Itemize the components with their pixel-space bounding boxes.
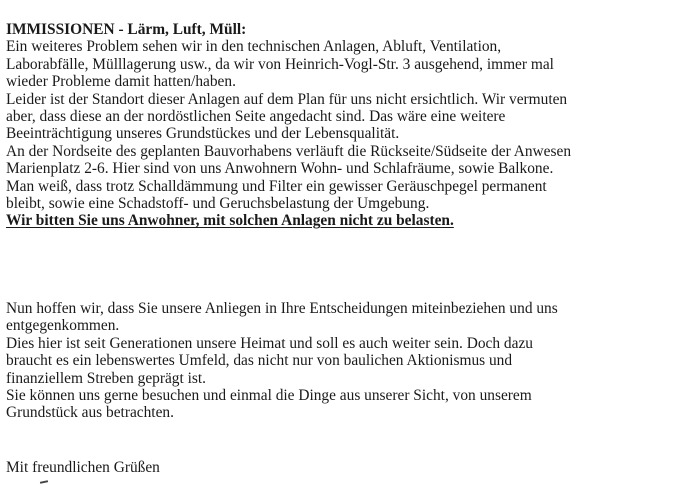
immissionen-section <box>6 21 674 230</box>
closing-paragraphs <box>6 300 674 422</box>
body-line: entgegenkommen. <box>6 317 120 335</box>
body-line: Man weiß, dass trotz Schalldämmung und Filter ein gewisser Geräuschpegel permanent <box>6 177 547 195</box>
salutation <box>6 459 674 476</box>
signature-stroke <box>40 480 48 484</box>
section-heading: IMMISSIONEN - Lärm, Luft, Müll: <box>6 21 247 38</box>
body-line: Dies hier ist seit Generationen unsere Heimat und soll es auch weiter sein. Doch dazu <box>6 334 533 352</box>
body-line: finanziellem Streben geprägt ist. <box>6 369 207 387</box>
body-line: An der Nordseite des geplanten Bauvorhabens verläuft die Rückseite/Südseite der Anwesen <box>6 142 572 160</box>
body-line: braucht es ein lebenswertes Umfeld, das nicht nur von baulichen Aktionismus und <box>6 352 513 370</box>
body-line: Sie können uns gerne besuchen und einmal die Dinge aus unserer Sicht, von unserem <box>6 386 532 404</box>
body-line: wieder Probleme damit hatten/haben. <box>6 73 236 91</box>
body-line: aber, dass diese an der nordöstlichen Seite angedacht sind. Das wäre eine weitere <box>6 107 506 125</box>
body-line: Ein weiteres Problem sehen wir in den technischen Anlagen, Abluft, Ventilation, <box>6 38 502 56</box>
body-line: Nun hoffen wir, dass Sie unsere Anliegen in Ihre Entscheidungen miteinbeziehen und uns <box>6 300 558 317</box>
body-line: bleibt, sowie eine Schadstoff- und Geruchsbelastung der Umgebung. <box>6 194 430 212</box>
closing-greeting: Mit freundlichen Grüßen <box>6 459 160 476</box>
body-line: Leider ist der Standort dieser Anlagen auf dem Plan für uns nicht ersichtlich. Wir vermuten <box>6 90 568 108</box>
body-line: Marienplatz 2-6. Hier sind von uns Anwohnern Wohn- und Schlafräume, sowie Balkone. <box>6 160 554 178</box>
request-statement: Wir bitten Sie uns Anwohner, mit solchen Anlagen nicht zu belasten. <box>6 212 454 230</box>
body-line: Beeinträchtigung unseres Grundstückes und der Lebensqualität. <box>6 125 400 143</box>
body-line: Grundstück aus betrachten. <box>6 404 174 422</box>
body-line: Laborabfälle, Mülllagerung usw., da wir von Heinrich-Vogl-Str. 3 ausgehend, immer mal <box>6 55 554 73</box>
